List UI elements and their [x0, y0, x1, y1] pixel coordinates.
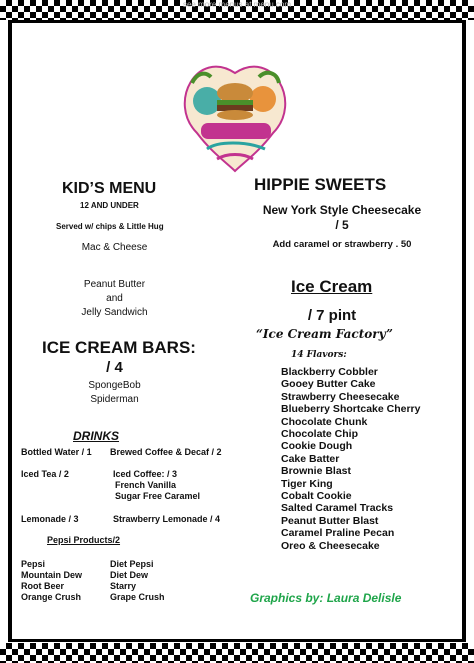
pepsi-products-title: Pepsi Products/2	[47, 535, 121, 545]
pepsi-right-2: Starry	[110, 581, 137, 591]
pepsi-right-3: Grape Crush	[110, 592, 165, 602]
drink-strawberry-lemonade: Strawberry Lemonade / 4	[113, 514, 221, 524]
ice-cream-price: / 7 pint	[307, 307, 357, 324]
flavor-item: Caramel Praline Pecan	[281, 527, 395, 540]
pepsi-right-1: Diet Dew	[110, 570, 149, 580]
drink-iced-coffee: Iced Coffee: / 3	[113, 469, 178, 479]
flavor-item: Blueberry Shortcake Cherry	[281, 403, 421, 416]
cheesecake-addon: Add caramel or strawberry . 50	[272, 239, 412, 250]
drink-water: Bottled Water / 1	[21, 447, 92, 457]
cheesecake-item: New York Style Cheesecake	[262, 203, 422, 217]
ice-cream-title: Ice Cream	[291, 277, 373, 296]
flavor-item: Peanut Butter Blast	[281, 514, 379, 527]
graphics-credit: Graphics by: Laura Delisle	[250, 591, 402, 605]
kids-item-pb: Peanut Butter	[83, 279, 146, 290]
kids-age: 12 AND UNDER	[80, 201, 139, 210]
flavor-item: Chocolate Chip	[281, 428, 359, 441]
ice-cream-bars-title: ICE CREAM BARS:	[42, 338, 196, 357]
flavor-item: Cake Batter	[281, 452, 340, 465]
bar-spongebob: SpongeBob	[88, 380, 141, 391]
kids-menu-title: KID’S MENU	[62, 180, 157, 197]
flavors-label: 14 Flavors:	[291, 350, 347, 360]
drink-iced-tea: Iced Tea / 2	[21, 469, 69, 479]
flavor-item: Cookie Dough	[281, 440, 353, 453]
hippie-burger-logo	[177, 53, 293, 183]
pepsi-left-3: Orange Crush	[21, 592, 82, 602]
menu-page	[12, 23, 462, 639]
drink-lemonade: Lemonade / 3	[21, 514, 79, 524]
pepsi-left-1: Mountain Dew	[21, 570, 82, 580]
checkered-border-bottom	[0, 643, 474, 663]
pepsi-left-2: Root Beer	[21, 581, 65, 591]
kids-item-and: and	[106, 293, 123, 304]
pepsi-left-0: Pepsi	[21, 559, 46, 569]
flavor-item: Tiger King	[281, 477, 333, 490]
cheesecake-price: / 5	[335, 218, 349, 232]
flavor-item: Strawberry Cheesecake	[281, 390, 400, 403]
flavor-item: Brownie Blast	[281, 465, 352, 478]
drinks-title: DRINKS	[73, 429, 120, 443]
drink-french-vanilla: French Vanilla	[115, 480, 177, 490]
kids-served: Served w/ chips & Little Hug	[56, 222, 164, 231]
flavor-item: Salted Caramel Tracks	[281, 502, 394, 515]
flavor-item: Cobalt Cookie	[281, 490, 352, 503]
bar-spiderman: Spiderman	[90, 394, 139, 405]
ice-cream-brand: “Ice Cream Factory”	[256, 327, 393, 341]
pepsi-right-0: Diet Pepsi	[110, 559, 154, 569]
flavor-item: Chocolate Chunk	[281, 415, 368, 428]
drink-sugar-free: Sugar Free Caramel	[115, 491, 201, 501]
watermark[interactable]: see more menus at menu.com	[182, 0, 292, 9]
flavor-item: Oreo & Cheesecake	[281, 539, 380, 552]
kids-item-mac: Mac & Cheese	[81, 242, 148, 253]
drink-coffee: Brewed Coffee & Decaf / 2	[110, 447, 222, 457]
flavor-item: Gooey Butter Cake	[281, 378, 376, 391]
hippie-sweets-title: HIPPIE SWEETS	[254, 175, 387, 194]
ice-cream-bars-price: / 4	[106, 359, 123, 376]
flavor-item: Blackberry Cobbler	[281, 366, 378, 378]
flavor-list	[281, 366, 420, 552]
kids-item-jelly: Jelly Sandwich	[81, 307, 148, 318]
